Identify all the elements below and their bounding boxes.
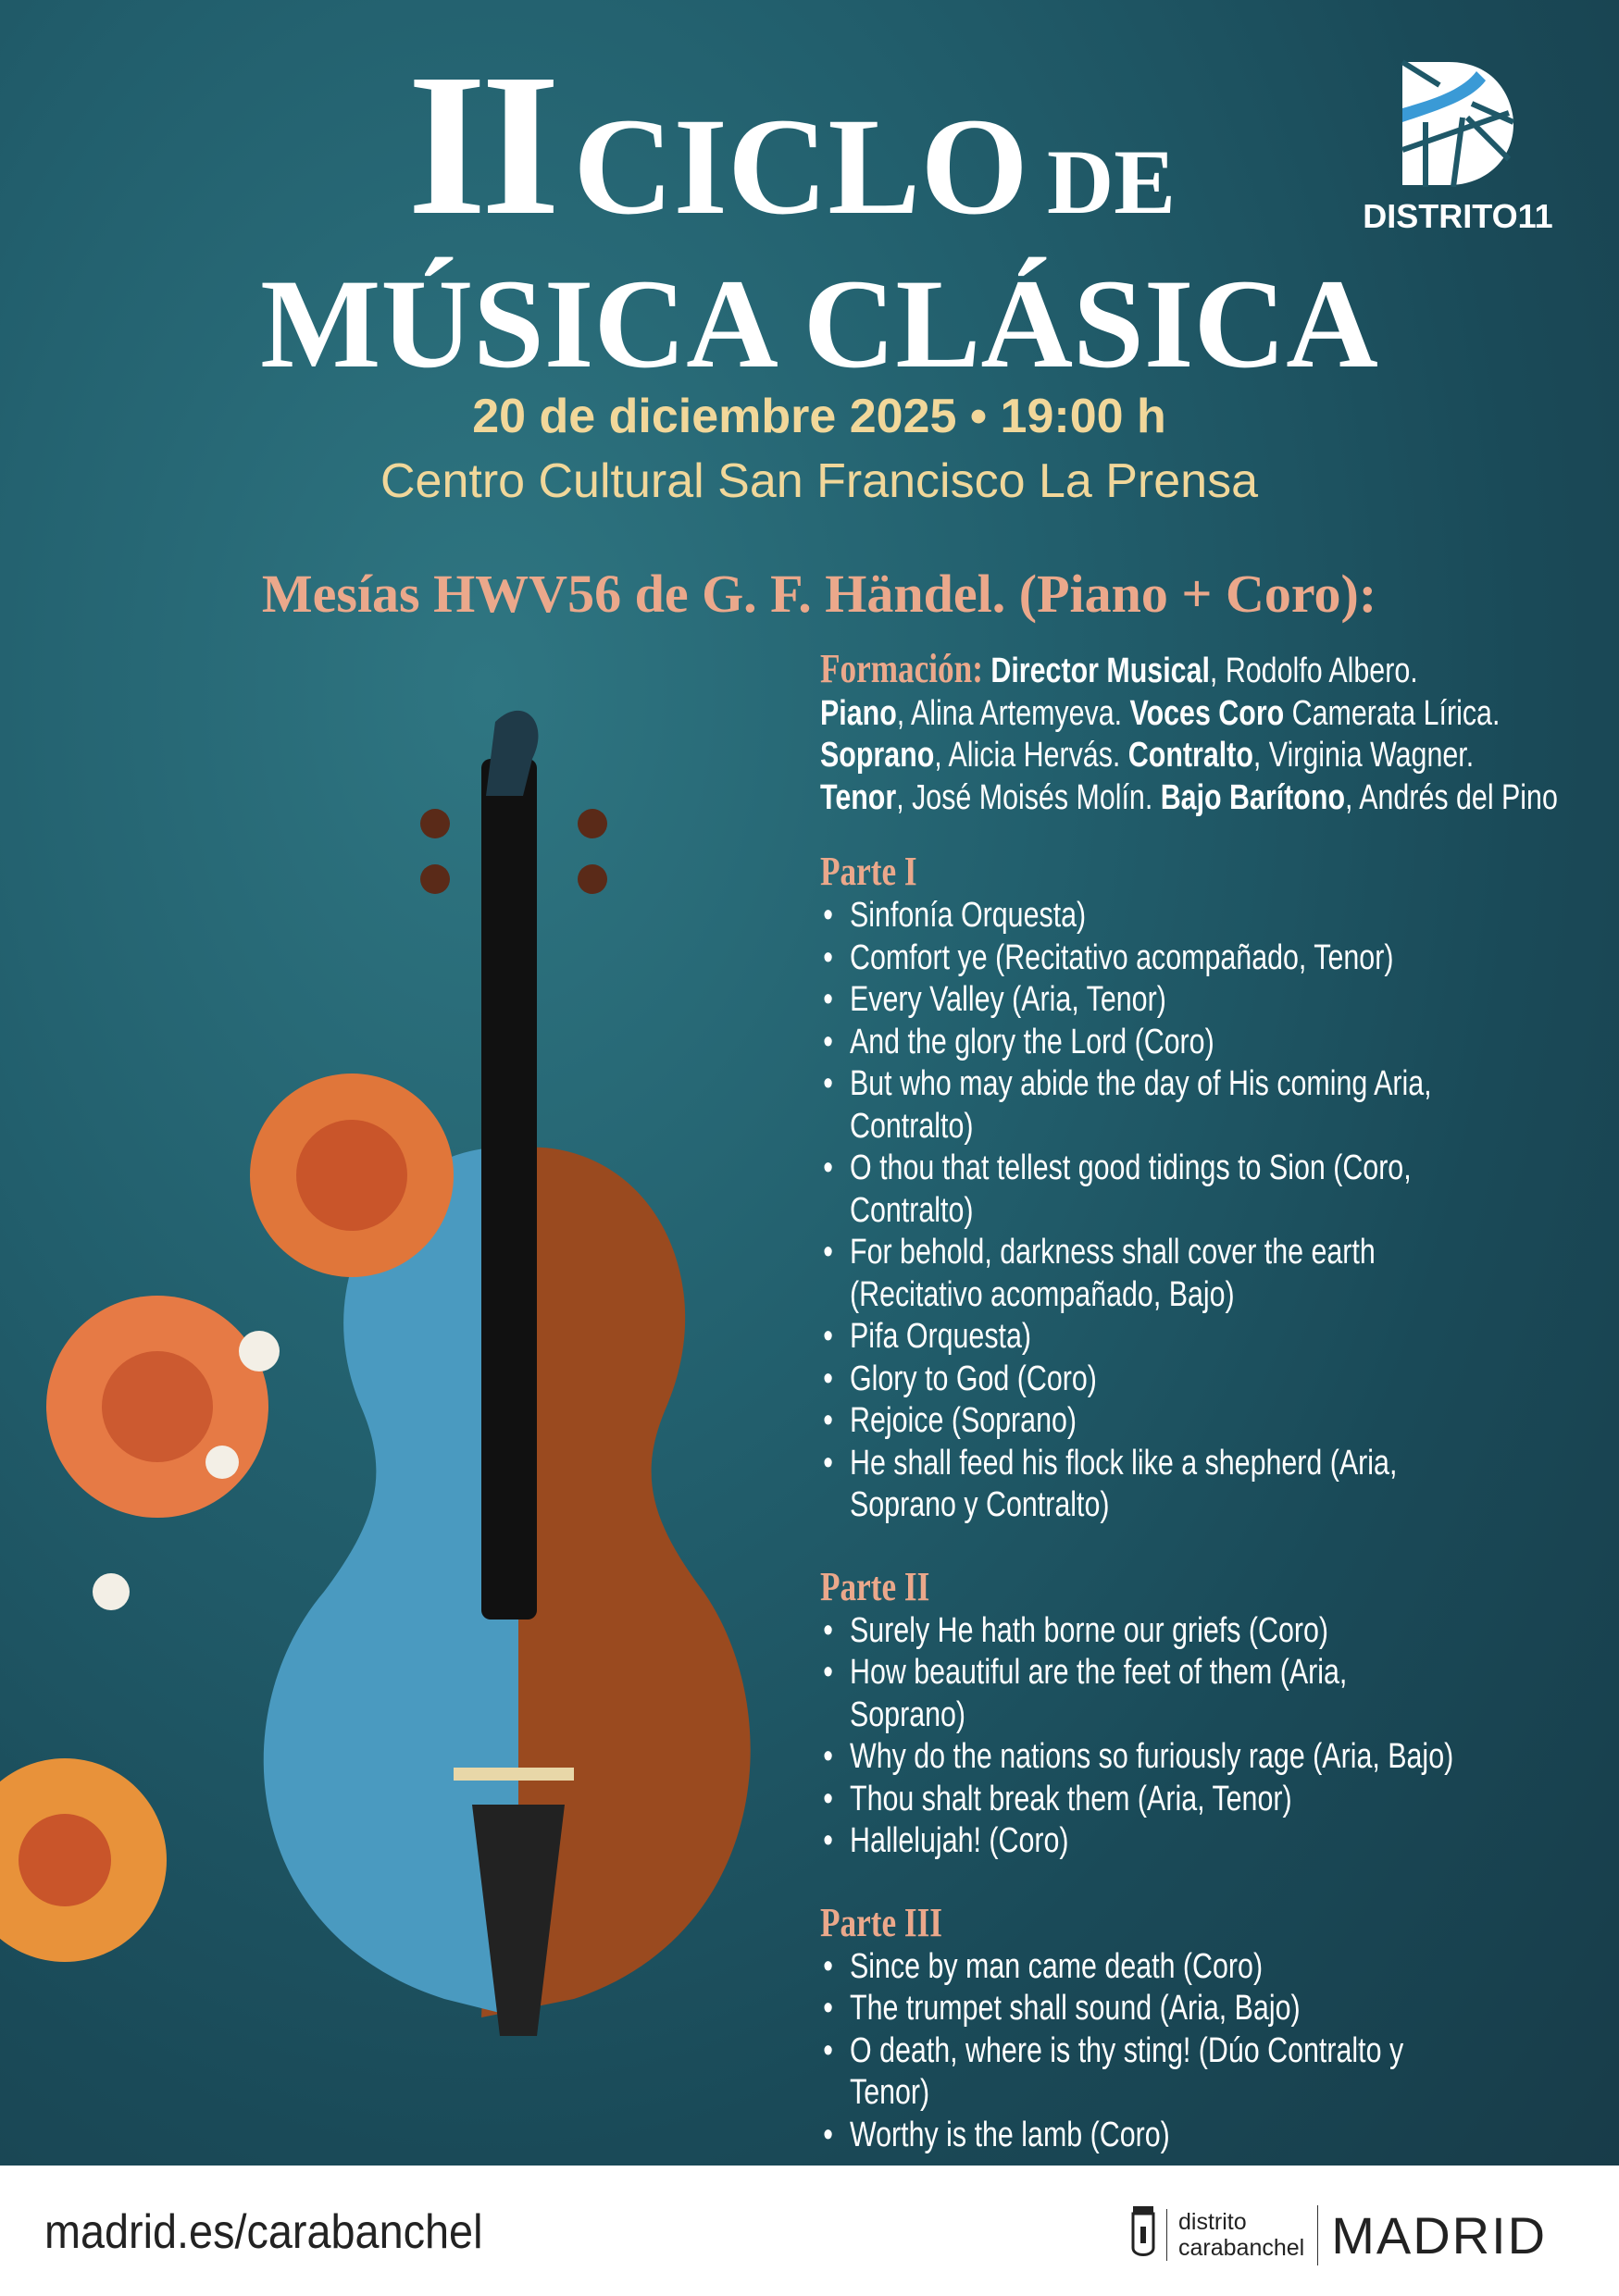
program-item: • Thou shalt break them (Aria, Tenor) [820,1779,1457,1821]
website-url[interactable]: madrid.es/carabanchel [44,2205,483,2259]
formacion-block [820,648,1561,819]
program-item: • Comfort ye (Recitativo acompañado, Tenor) [820,937,1457,980]
formacion-label: Formación: [820,646,983,691]
work-title: Mesías HWV56 de G. F. Händel. (Piano + Coro): [261,564,1377,624]
program-item: • Sinfonía Orquesta) [820,895,1457,937]
program-item: • And the glory the Lord (Coro) [820,1022,1457,1064]
part-heading: Parte II [820,1563,930,1609]
part-list [820,895,1561,1527]
program-item: • He shall feed his flock like a shepherd (Aria, Soprano y Contralto) [820,1443,1457,1527]
performer: Camerata Lírica. [1284,693,1501,733]
role: Director Musical [990,652,1210,690]
madrid-wordmark: MADRID [1317,2205,1547,2265]
district-word: distrito [1178,2209,1247,2235]
spacer [820,1863,1561,1900]
program-column [820,648,1561,2156]
performer: , Rodolfo Albero. [1209,652,1418,690]
program-item: • For behold, darkness shall cover the earth (Recitativo acompañado, Bajo) [820,1232,1457,1316]
role: Piano [820,693,897,733]
footer [0,2166,1619,2296]
program-item: • O thou that tellest good tidings to Sion (Coro, Contralto) [820,1148,1457,1232]
program-item: • Worthy is the lamb (Coro) [820,2115,1457,2157]
program-item: • But who may abide the day of His coming Aria, Contralto) [820,1063,1457,1148]
program-item: • Rejoice (Soprano) [820,1400,1457,1443]
program-item: • Hallelujah! (Coro) [820,1820,1457,1863]
district-label [1166,2209,1304,2261]
program-item: • Why do the nations so furiously rage (Aria, Bajo) [820,1736,1457,1779]
program-parts [820,849,1561,2156]
performer: , Virginia Wagner. [1252,736,1475,775]
role: Voces Coro [1129,693,1285,733]
program-item: • Every Valley (Aria, Tenor) [820,979,1457,1022]
part-list [820,1946,1561,2157]
violin-flowers-illustration [0,703,815,2128]
event-date: 20 de diciembre 2025 • 19:00 h [472,390,1166,443]
program-item: • Since by man came death (Coro) [820,1946,1457,1989]
program-item: • O death, where is thy sting! (Dúo Contralto y Tenor) [820,2030,1457,2115]
title-de: DE [1046,130,1176,233]
distrito-d-icon [1398,57,1518,187]
part-heading: Parte I [820,849,917,894]
program-item: • How beautiful are the feet of them (Aria, Soprano) [820,1652,1457,1736]
event-venue: Centro Cultural San Francisco La Prensa [380,454,1258,508]
role: Soprano [820,736,935,775]
part-heading: Parte III [820,1899,942,1945]
part-list [820,1610,1561,1863]
title-roman-numeral: II [407,31,555,257]
role: Tenor [820,777,897,817]
program-item: • Surely He hath borne our griefs (Coro) [820,1610,1457,1653]
spacer [820,1527,1561,1564]
madrid-branding [1131,2203,1547,2267]
program-item: • The trumpet shall sound (Aria, Bajo) [820,1988,1457,2030]
performer: , José Moisés Molín. [896,777,1161,817]
performer: , Alina Artemyeva. [896,693,1130,733]
title-line-2: MÚSICA CLÁSICA [260,253,1378,394]
program-item: • Glory to God (Coro) [820,1359,1457,1401]
role: Contralto [1127,736,1253,775]
program-item: • Pifa Orquesta) [820,1316,1457,1359]
madrid-coat-of-arms-icon [1131,2206,1155,2264]
title-line-1 [407,28,1176,262]
district-name: carabanchel [1178,2235,1305,2261]
performer: , Alicia Hervás. [934,736,1128,775]
role: Bajo Barítono [1160,777,1346,817]
logo-text: DISTRITO11 [1363,197,1553,235]
title-ciclo: CICLO [573,90,1028,243]
performer: , Andrés del Pino [1345,777,1558,817]
distrito11-logo [1351,57,1564,236]
